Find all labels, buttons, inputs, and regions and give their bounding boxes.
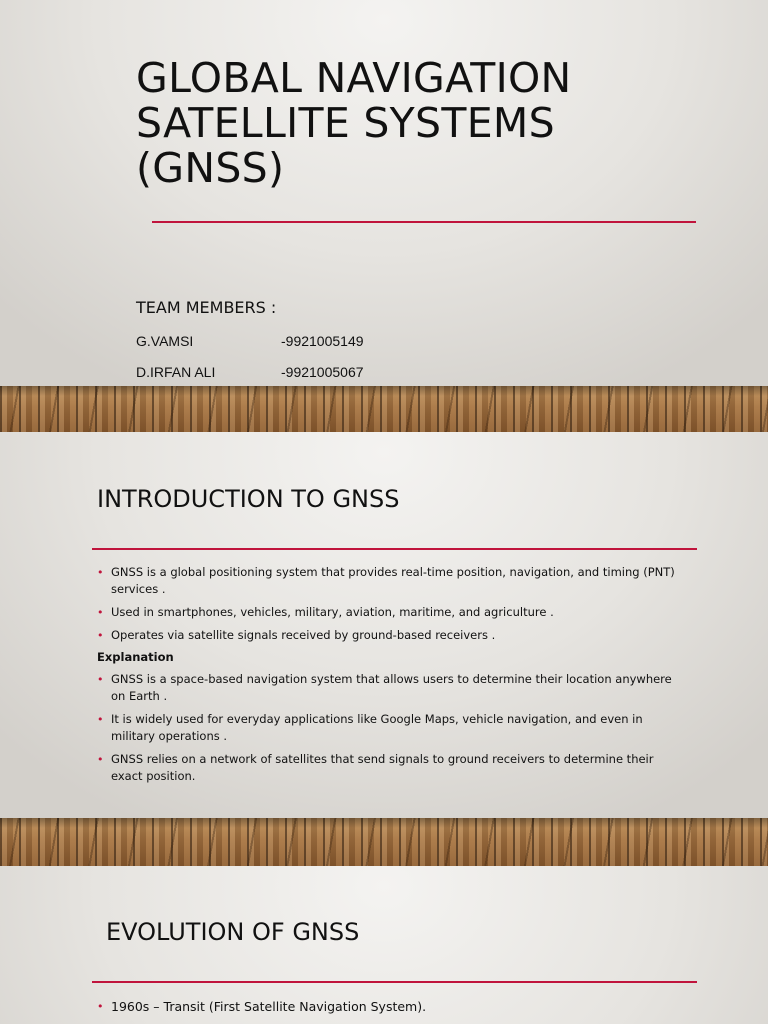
list-item: • Operates via satellite signals received by ground-based receivers . — [97, 627, 687, 644]
title-slide — [0, 0, 768, 386]
list-item: • Used in smartphones, vehicles, military, aviation, maritime, and agriculture . — [97, 604, 687, 621]
title-line-2: SATELLITE SYSTEMS — [136, 99, 555, 147]
intro-bullet-list — [97, 564, 687, 650]
list-item: • It is widely used for everyday applications like Google Maps, vehicle navigation, and even in military operations . — [97, 711, 687, 745]
member-name: D.IRFAN ALI — [136, 364, 216, 380]
introduction-slide — [0, 432, 768, 818]
evolution-bullet-list — [97, 998, 687, 1021]
title-divider — [92, 981, 697, 983]
title-line-3: (GNSS) — [136, 144, 285, 192]
member-name: G.VAMSI — [136, 333, 194, 349]
list-item: • GNSS is a global positioning system that provides real-time position, navigation, and timing (PNT) services . — [97, 564, 687, 598]
member-id: -9921005149 — [281, 333, 364, 349]
slide-title: INTRODUCTION TO GNSS — [97, 485, 400, 513]
list-item: • GNSS is a space-based navigation system that allows users to determine their location anywhere on Earth . — [97, 671, 687, 705]
title-line-1: GLOBAL NAVIGATION — [136, 54, 572, 102]
wood-floor-divider — [0, 386, 768, 432]
slide-title: EVOLUTION OF GNSS — [106, 918, 360, 946]
explanation-bullet-list — [97, 671, 687, 791]
wood-floor-divider — [0, 818, 768, 866]
evolution-slide — [0, 866, 768, 1024]
list-item: • 1960s – Transit (First Satellite Navigation System). — [97, 998, 687, 1015]
explanation-heading: Explanation — [97, 650, 174, 664]
title-divider — [152, 221, 696, 223]
title-divider — [92, 548, 697, 550]
team-members-label: TEAM MEMBERS : — [136, 298, 277, 317]
slide-title — [136, 56, 696, 191]
list-item: • GNSS relies on a network of satellites that send signals to ground receivers to determine their exact position. — [97, 751, 687, 785]
member-id: -9921005067 — [281, 364, 364, 380]
